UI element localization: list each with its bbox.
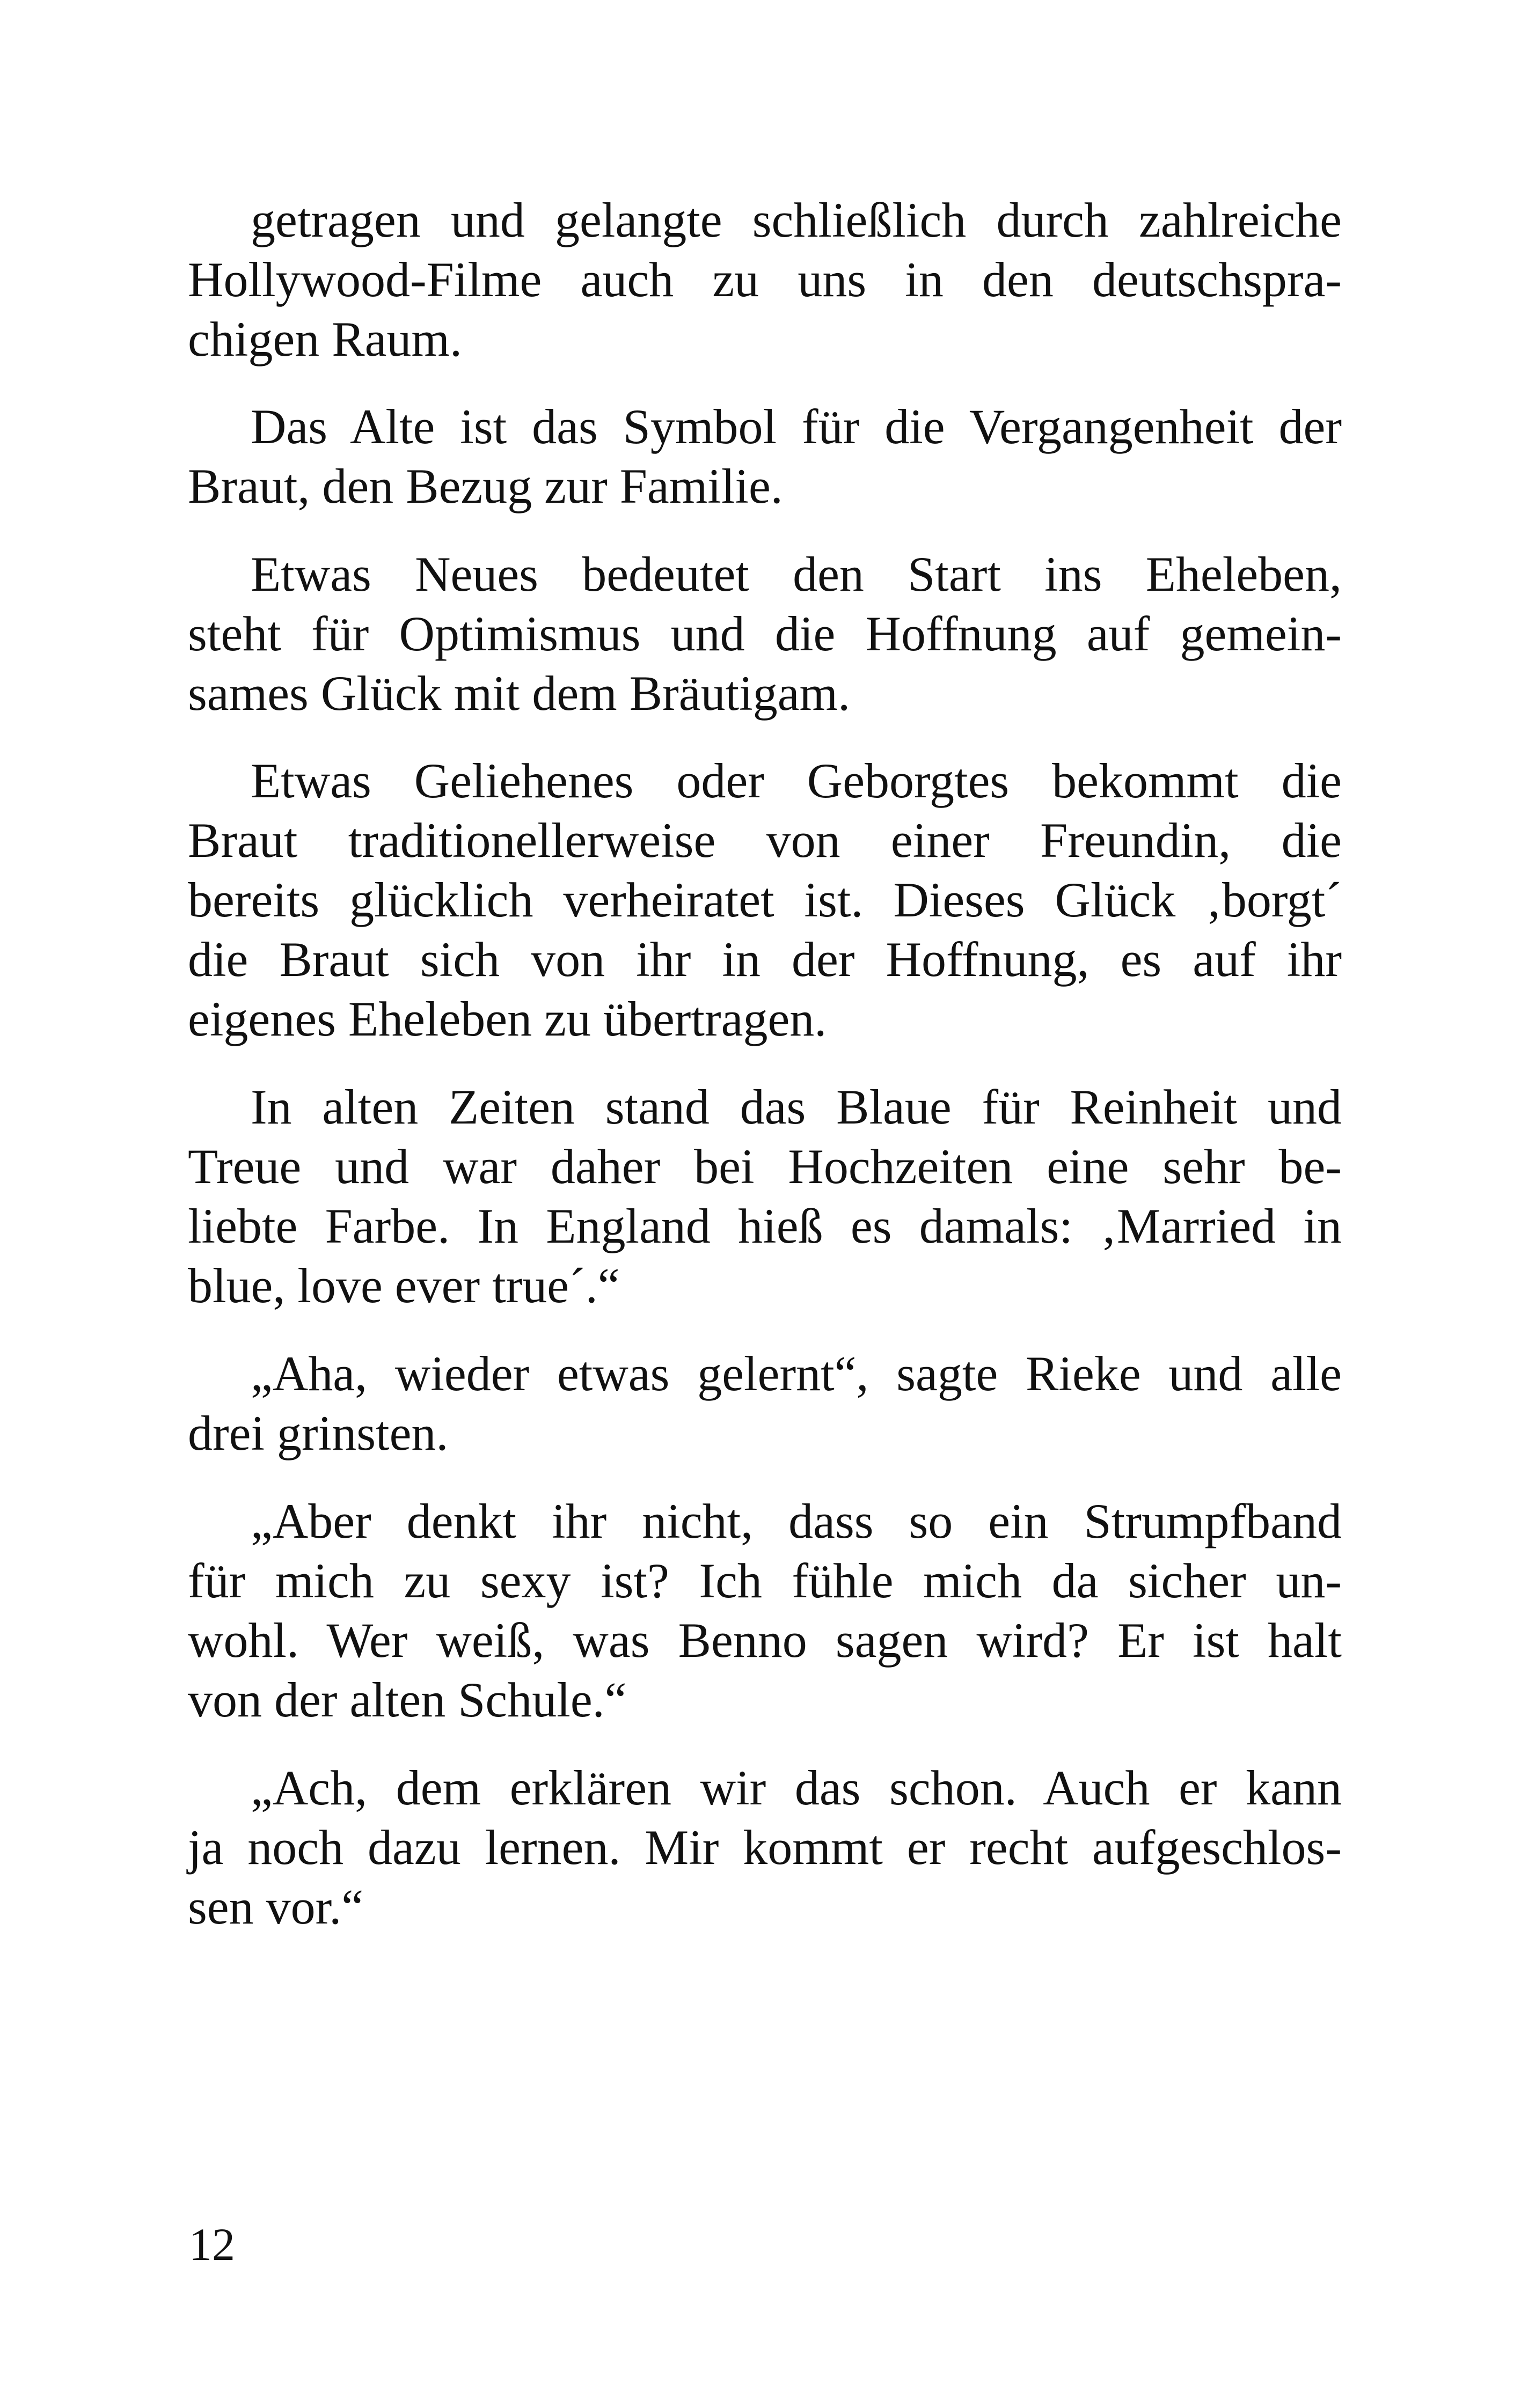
text-line: „Aber denkt ihr nicht, dass so ein Strumpfband (251, 1494, 1342, 1548)
text-line: blue, love ever true´.“ (188, 1258, 620, 1313)
text-line: „Aha, wieder etwas gelernt“, sagte Rieke und alle (251, 1346, 1342, 1401)
text-line: von der alten Schule.“ (188, 1672, 627, 1727)
text-line: wohl. Wer weiß, was Benno sagen wird? Er ist halt (188, 1613, 1342, 1668)
text-line: sames Glück mit dem Bräutigam. (188, 666, 851, 721)
text-line: Hollywood-Filme auch zu uns in den deutschspra- (188, 252, 1342, 307)
text-line: drei grinsten. (188, 1406, 449, 1460)
text-line: Etwas Geliehenes oder Geborgtes bekommt die (251, 753, 1342, 808)
text-line: liebte Farbe. In England hieß es damals: ‚Married in (188, 1199, 1342, 1253)
text-line: Das Alte ist das Symbol für die Vergangenheit der (251, 399, 1342, 454)
text-line: eigenes Eheleben zu übertragen. (188, 992, 827, 1046)
text-line: steht für Optimismus und die Hoffnung auf gemein- (188, 606, 1342, 661)
text-line: „Ach, dem erklären wir das schon. Auch er kann (251, 1760, 1342, 1815)
page-number: 12 (189, 2219, 235, 2270)
text-line: sen vor.“ (188, 1880, 364, 1934)
text-line: ja noch dazu lernen. Mir kommt er recht aufgeschlos- (188, 1820, 1342, 1875)
text-line: chigen Raum. (188, 312, 462, 366)
text-line: die Braut sich von ihr in der Hoffnung, es auf ihr (188, 932, 1342, 987)
text-line: getragen und gelangte schließlich durch zahlreiche (251, 193, 1342, 247)
text-line: In alten Zeiten stand das Blaue für Reinheit und (251, 1080, 1342, 1134)
text-line: Braut, den Bezug zur Familie. (188, 459, 783, 513)
text-line: Treue und war daher bei Hochzeiten eine sehr be- (188, 1139, 1342, 1194)
text-line: Braut traditionellerweise von einer Freundin, die (188, 813, 1342, 868)
text-line: bereits glücklich verheiratet ist. Dieses Glück ‚borgt´ (188, 872, 1342, 927)
text-line: für mich zu sexy ist? Ich fühle mich da sicher un- (188, 1553, 1342, 1608)
text-line: Etwas Neues bedeutet den Start ins Eheleben, (251, 547, 1342, 601)
